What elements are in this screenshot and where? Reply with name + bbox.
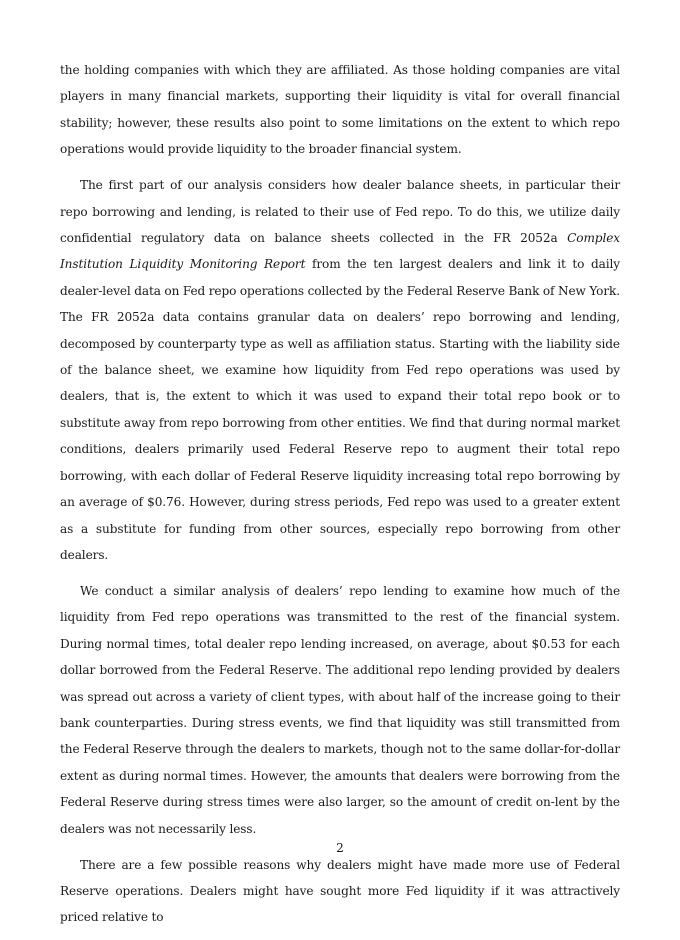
paragraph-text: The first part of our analysis considers how dealer balance sheets, in particular their repo borrowing and lending, is related to their use of Fed repo. To do this, we utilize daily confidential regulatory data on balance sheets collected in the FR 2052a [60,178,620,246]
paragraph-repo-lending: We conduct a similar analysis of dealers’ repo lending to examine how much of the liquidity from Fed repo operations was transmitted to the rest of the financial system. During normal times, total dealer repo lending increased, on average, about $0.53 for each dollar borrowed from the Federal Reserve. The additional repo lending provided by dealers was spread out across a variety of client types, with about half of the increase going to their bank counterparties. During stress events, we find that liquidity was still transmitted from the Federal Reserve through the dealers to markets, though not to the same dollar-for-dollar extent as during normal times. However, the amounts that dealers were borrowing from the Federal Reserve during stress times were also larger, so the amount of credit on-lent by the dealers was not necessarily less. [60,583,620,836]
paragraph-dealer-balance-sheets [60,172,620,568]
document-body [60,57,620,940]
report-title-italic: Complex Institution Liquidity Monitoring Report [60,231,620,272]
paragraph-text: from the ten largest dealers and link it to daily dealer-level data on Fed repo operations collected by the Federal Reserve Bank of New York. The FR 2052a data contains granular data on dealers’ repo borrowing and lending, decomposed by counterparty type as well as affiliation status. Starting with the liability side of the balance sheet, we examine how liquidity from Fed repo operations was used by dealers, that is, the extent to which it was used to expand their total repo book or to substitute away from repo borrowing from other entities. We find that during normal market conditions, dealers primarily used Federal Reserve repo to augment their total repo borrowing, with each dollar of Federal Reserve liquidity increasing total repo borrowing by an average of $0.76. However, during stress periods, Fed repo was used to a greater extent as a substitute for funding from other sources, especially repo borrowing from other dealers. [60,257,620,562]
page-number: 2 [336,841,344,855]
paragraph-possible-reasons: There are a few possible reasons why dealers might have made more use of Federal Reserve operations. Dealers might have sought more Fed liquidity if it was attractively priced relative to [60,857,620,925]
paragraph-continuation: the holding companies with which they are affiliated. As those holding companies are vital players in many financial markets, supporting their liquidity is vital for overall financial stability; however, these results also point to some limitations on the extent to which repo operations would provide liquidity to the broader financial system. [60,63,620,157]
